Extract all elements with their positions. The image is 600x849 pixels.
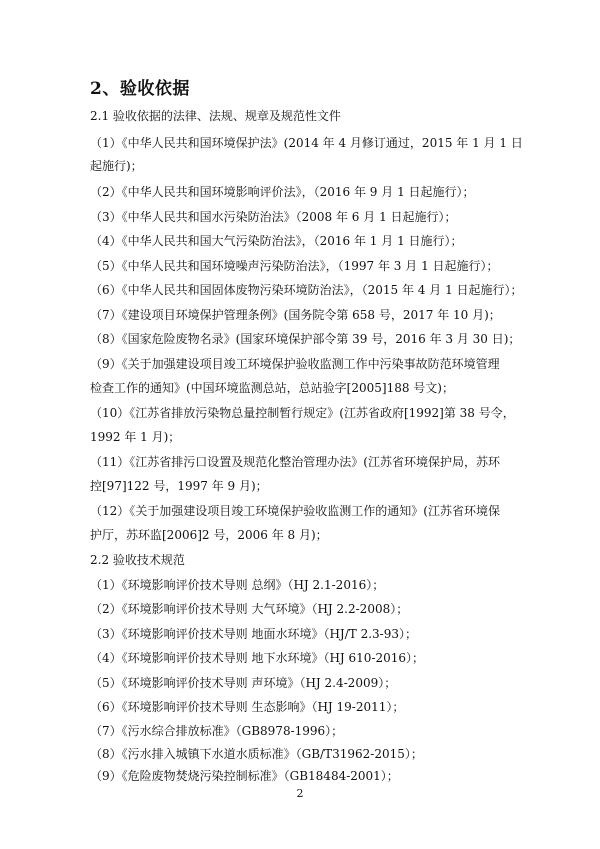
list-item-continuation: 检查工作的通知》(中国环境监测总站，总站验字[2005]188 号文)；	[90, 381, 454, 395]
section-heading: 2、验收依据	[90, 79, 190, 99]
subsection-title-2-1: 2.1 验收依据的法律、法规、规章及规范性文件	[90, 109, 341, 123]
list-item: （3）《中华人民共和国水污染防治法》（2008 年 6 月 1 日起施行）；	[90, 210, 457, 224]
list-item: （9）《关于加强建设项目竣工环境保护验收监测工作中污染事故防范环境管理	[90, 357, 500, 371]
list-item: （3）《环境影响评价技术导则 地面水环境》（HJ/T 2.3-93）；	[90, 627, 417, 641]
list-item: （2）《环境影响评价技术导则 大气环境》（HJ 2.2-2008）；	[90, 602, 409, 616]
list-item-continuation: 起施行)；	[90, 159, 143, 173]
list-item-continuation: 护厅，苏环监[2006]2 号，2006 年 8 月)；	[90, 528, 328, 542]
list-item: （8）《国家危险废物名录》(国家环境保护部令第 39 号，2016 年 3 月 30 日)；	[90, 332, 521, 346]
list-item: （1）《中华人民共和国环境保护法》(2014 年 4 月修订通过，2015 年 1 月 1 日	[90, 136, 523, 150]
list-item: （2）《中华人民共和国环境影响评价法》，（2016 年 9 月 1 日起施行）；	[90, 185, 475, 199]
list-item: （6）《中华人民共和国固体废物污染环境防治法》，（2015 年 4 月 1 日起施行）；	[90, 283, 523, 297]
list-item: （8）《污水排入城镇下水道水质标准》（GB/T31962-2015）；	[90, 747, 423, 761]
list-item: （12）《关于加强建设项目竣工环境保护验收监测工作的通知》(江苏省环境保	[90, 504, 500, 518]
list-item: （4）《中华人民共和国大气污染防治法》，（2016 年 1 月 1 日施行）；	[90, 234, 463, 248]
list-item: （9）《危险废物焚烧污染控制标准》（GB18484-2001）；	[90, 769, 399, 783]
list-item: （4）《环境影响评价技术导则 地下水环境》（HJ 610-2016）；	[90, 651, 425, 665]
page-number: 2	[296, 787, 304, 800]
list-item: （11）《江苏省排污口设置及规范化整治管理办法》(江苏省环境保护局，苏环	[90, 455, 500, 469]
list-item: （5）《中华人民共和国环境噪声污染防治法》，（1997 年 3 月 1 日起施行）；	[90, 259, 499, 273]
list-item: （6）《环境影响评价技术导则 生态影响》（HJ 19-2011）；	[90, 700, 405, 714]
list-item: （10）《江苏省排放污染物总量控制暂行规定》(江苏省政府[1992]第 38 号令，	[90, 406, 515, 420]
subsection-title-2-2: 2.2 验收技术规范	[90, 553, 185, 567]
list-item: （5）《环境影响评价技术导则 声环境》（HJ 2.4-2009）；	[90, 676, 397, 690]
list-item: （7）《建设项目环境保护管理条例》(国务院令第 658 号，2017 年 10 月)；	[90, 308, 501, 322]
list-item-continuation: 1992 年 1 月)；	[90, 430, 181, 444]
list-item: （7）《污水综合排放标准》（GB8978-1996）；	[90, 724, 344, 738]
list-item-continuation: 控[97]122 号，1997 年 9 月)；	[90, 479, 268, 493]
list-item: （1）《环境影响评价技术导则 总纲》（HJ 2.1-2016）；	[90, 578, 385, 592]
